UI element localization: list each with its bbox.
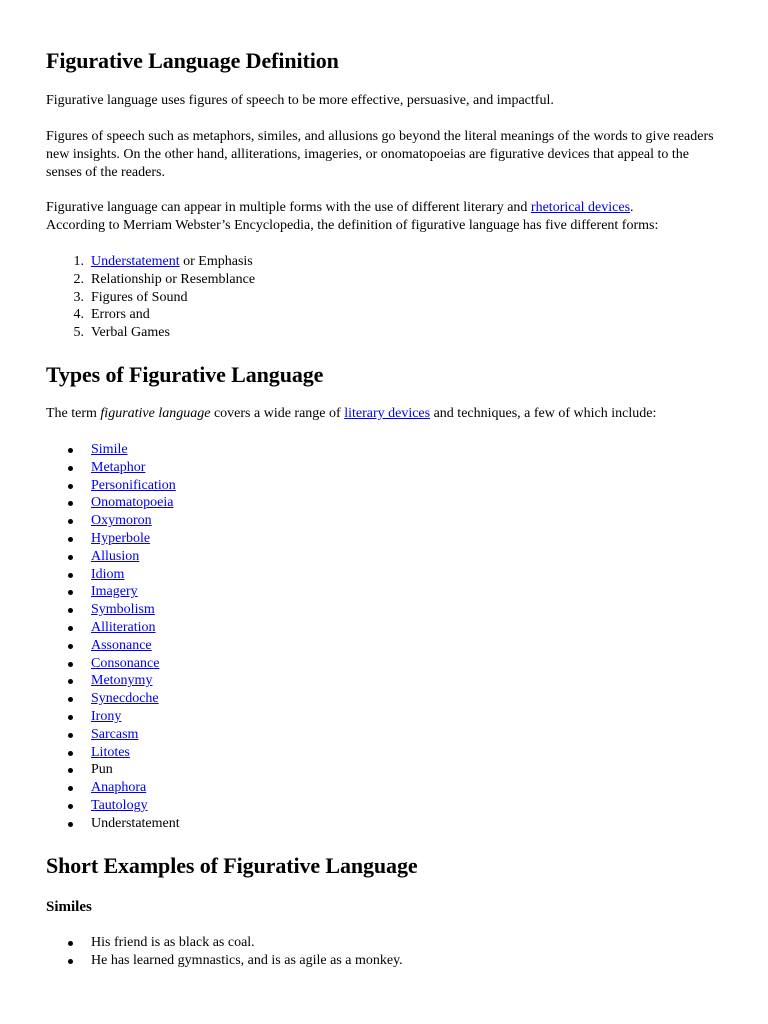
paragraph-figures-of-speech: Figures of speech such as metaphors, similes, and allusions go beyond the literal meanings of the words to give readers new insights. On the other hand, alliterations, imageries, or onomatopoeias are figurative devices that appeal to the senses of the readers. [46,129,714,180]
list-item-text: or Emphasis [179,254,253,269]
type-link[interactable]: Personification [91,477,176,493]
list-item [46,271,255,289]
bullet-icon [68,626,73,631]
list-item [46,583,180,601]
forms-list [46,253,255,342]
link-understatement[interactable]: Understatement [91,254,180,269]
list-item [46,548,180,566]
heading-short-examples: Short Examples of Figurative Language [46,853,418,878]
bullet-icon [68,822,73,827]
paragraph-intro: Figurative language uses figures of speech to be more effective, persuasive, and impactful. [46,93,554,108]
type-link[interactable]: Oxymoron [91,513,152,529]
list-number: 4. [73,307,84,323]
bullet-icon [68,590,73,595]
list-number: 2. [73,271,84,287]
type-link[interactable]: Consonance [91,655,160,671]
type-label: Pun [91,762,113,778]
list-item [46,744,180,762]
list-item [46,459,180,477]
types-intro-text: The term [46,406,101,421]
type-link[interactable]: Litotes [91,744,130,760]
list-item [46,306,255,324]
list-item [46,952,403,970]
type-link[interactable]: Metaphor [91,459,146,475]
type-link[interactable]: Anaphora [91,780,147,796]
list-number: 5. [73,325,84,341]
list-item [46,253,255,271]
list-item [46,289,255,307]
types-intro-italic: figurative language [100,406,211,421]
bullet-icon [68,941,73,946]
link-literary-devices[interactable]: literary devices [344,406,431,421]
paragraph-forms-period: . [630,200,634,215]
bullet-icon [68,484,73,489]
list-item [46,690,180,708]
bullet-icon [68,466,73,471]
bullet-icon [68,519,73,524]
type-link[interactable]: Irony [91,708,122,724]
list-item [46,934,403,952]
list-number: 1. [73,254,84,269]
bullet-icon [68,501,73,506]
bullet-icon [68,959,73,964]
list-item [46,797,180,815]
bullet-icon [68,697,73,702]
bullet-icon [68,715,73,720]
list-item [46,672,180,690]
list-item-text: He has learned gymnastics, and is as agile as a monkey. [91,952,403,968]
paragraph-types-intro [46,405,726,423]
bullet-icon [68,448,73,453]
type-link[interactable]: Onomatopoeia [91,495,174,511]
list-item-text: Figures of Sound [91,289,188,305]
heading-types: Types of Figurative Language [46,362,324,387]
list-item [46,779,180,797]
bullet-icon [68,555,73,560]
list-item [46,655,180,673]
bullet-icon [68,679,73,684]
list-item [46,708,180,726]
list-item [46,441,180,459]
bullet-icon [68,608,73,613]
list-item-text: Errors and [91,307,150,323]
list-item [46,637,180,655]
bullet-icon [68,768,73,773]
type-link[interactable]: Sarcasm [91,726,139,742]
list-item [46,601,180,619]
list-item [46,761,180,779]
list-item-text: Verbal Games [91,325,170,341]
paragraph-forms-text: Figurative language can appear in multiple forms with the use of different literary and [46,200,531,215]
list-item [46,726,180,744]
similes-list [46,934,403,970]
types-list [46,441,180,833]
paragraph-forms-line2: According to Merriam Webster’s Encyclopedia, the definition of figurative language has five different forms: [46,217,659,233]
bullet-icon [68,662,73,667]
bullet-icon [68,751,73,756]
list-number: 3. [73,289,84,305]
list-item [46,324,255,342]
list-item [46,619,180,637]
list-item [46,815,180,833]
bullet-icon [68,733,73,738]
type-link[interactable]: Simile [91,442,128,457]
list-item [46,494,180,512]
type-link[interactable]: Synecdoche [91,691,159,707]
heading-definition: Figurative Language Definition [46,48,339,73]
type-link[interactable]: Alliteration [91,619,156,635]
types-intro-middle: covers a wide range of [210,406,345,421]
bullet-icon [68,573,73,578]
bullet-icon [68,804,73,809]
list-item-text: His friend is as black as coal. [91,935,255,950]
link-rhetorical-devices[interactable]: rhetorical devices [530,200,631,215]
list-item [46,566,180,584]
list-item [46,512,180,530]
type-link[interactable]: Symbolism [91,602,155,618]
type-link[interactable]: Metonymy [91,673,153,689]
list-item [46,530,180,548]
list-item-text: Relationship or Resemblance [91,271,256,287]
type-link[interactable]: Tautology [91,797,148,813]
bullet-icon [68,786,73,791]
type-link[interactable]: Allusion [91,548,140,564]
bullet-icon [68,644,73,649]
bullet-icon [68,537,73,542]
subheading-similes: Similes [46,899,92,915]
type-link[interactable]: Hyperbole [91,530,151,546]
types-intro-end: and techniques, a few of which include: [430,406,657,421]
type-link[interactable]: Imagery [91,584,138,600]
list-item [46,477,180,495]
paragraph-forms [46,199,726,235]
type-link[interactable]: Idiom [91,566,125,582]
type-label: Understatement [91,815,180,831]
type-link[interactable]: Assonance [91,637,152,653]
